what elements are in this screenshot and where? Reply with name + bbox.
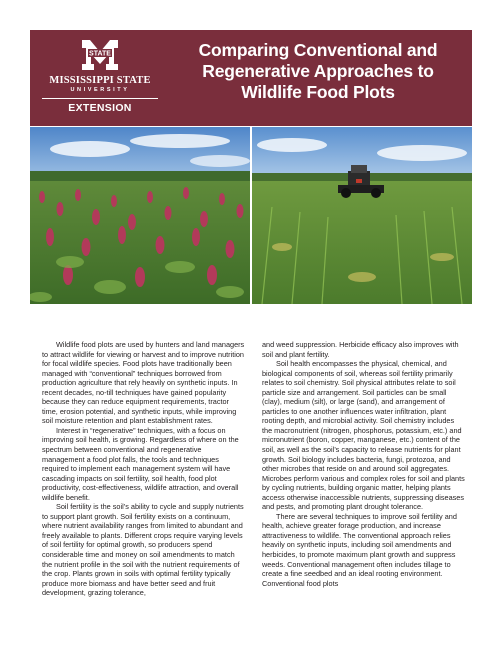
org-extension: EXTENSION <box>68 102 132 114</box>
article-left-column <box>42 340 246 598</box>
logo-divider <box>42 98 158 99</box>
paragraph: Soil health encompasses the physical, chemical, and biological components of soil, whereas soil fertility primarily relates to soil chemistry. Soil physical attributes relate to soil particle size and arrangement. Soil particles can be small (clay), medium (silt), or large (sand), and arrangement of particles to one another influences water infiltration, plant rooting depth, and microbial activity. Soil chemistry includes the macronutrient (nitrogen, phosphorus, potassium, etc.) and micronutrient (boron, copper, manganese, etc.) content of the soil, as well as the soil’s capacity to release nutrients for plant growth. Soil biology includes bacteria, fungi, protozoa, and other microbes that reside on and around soil aggregates. Microbes perform various and complex roles for soil and plants by cycling nutrients, building organic matter, helping plants access otherwise inaccessible nutrients, suppressing diseases and pests, and promoting plant drought tolerance. <box>262 359 465 512</box>
paragraph: Interest in “regenerative” techniques, with a focus on improving soil health, is growing. Regardless of where on the spectrum between conventional and regenerative management a food plot falls, the tools and techniques required to implement each management system will have cascading impacts on soil fertility, soil health, food plot productivity, cost-effectiveness, wildlife attraction, and overall wildlife benefit. <box>42 425 239 502</box>
org-university: UNIVERSITY <box>70 87 130 93</box>
msu-extension-logo[interactable] <box>30 30 170 126</box>
paragraph: Soil fertility is the soil’s ability to cycle and supply nutrients to support plant growth. Soil fertility exists on a continuum, where nutrient availability ranges from limited to abundant and freely available to plants. Different crops require varying levels of soil fertility for optimal growth, so producers spend considerable time and money on soil amendments to match the nutrient profile in the soil with the nutrient requirements of the crop. Plants grown in soils with optimal fertility typically produce more biomass and have better seed and fruit development, grazing tolerance, <box>42 502 244 598</box>
paragraph-continued: and weed suppression. Herbicide efficacy also improves with soil and plant fertility. <box>262 340 459 359</box>
org-name: MISSISSIPPI STATE <box>49 75 151 86</box>
page-title: Comparing Conventional and Regenerative Approaches to Wildlife Food Plots <box>198 40 438 102</box>
paragraph: Wildlife food plots are used by hunters and land managers to attract wildlife for viewing or harvest and to improve nutrition for focal wildlife species. Food plots have traditionally been managed with “conventional” techniques borrowed from production agriculture that rely heavily on synthetic inputs. In recent decades, no-till techniques have gained popularity because they can reduce equipment requirements, tractor time, erosion potential, and synthetic inputs, while improving soil moisture retention and plant establishment rates. <box>42 340 245 426</box>
msu-m-logo-icon <box>80 38 120 72</box>
article-body <box>42 340 466 640</box>
paragraph: There are several techniques to improve soil fertility and health, achieve greater forage production, and increase attractiveness to wildlife. The conventional approach relies heavily on synthetic inputs, including soil amendments and herbicides, to promote maximum plant growth and suppress weeds. Conventional management often includes tillage to create a fine seedbed and an ideal rooting environment. Conventional food plots <box>262 511 457 588</box>
photo-tractor-field <box>252 127 472 304</box>
article-right-column <box>262 340 466 588</box>
header-banner <box>30 30 472 126</box>
logo-state-text: STATE <box>89 50 111 58</box>
photo-clover-field <box>30 127 250 304</box>
